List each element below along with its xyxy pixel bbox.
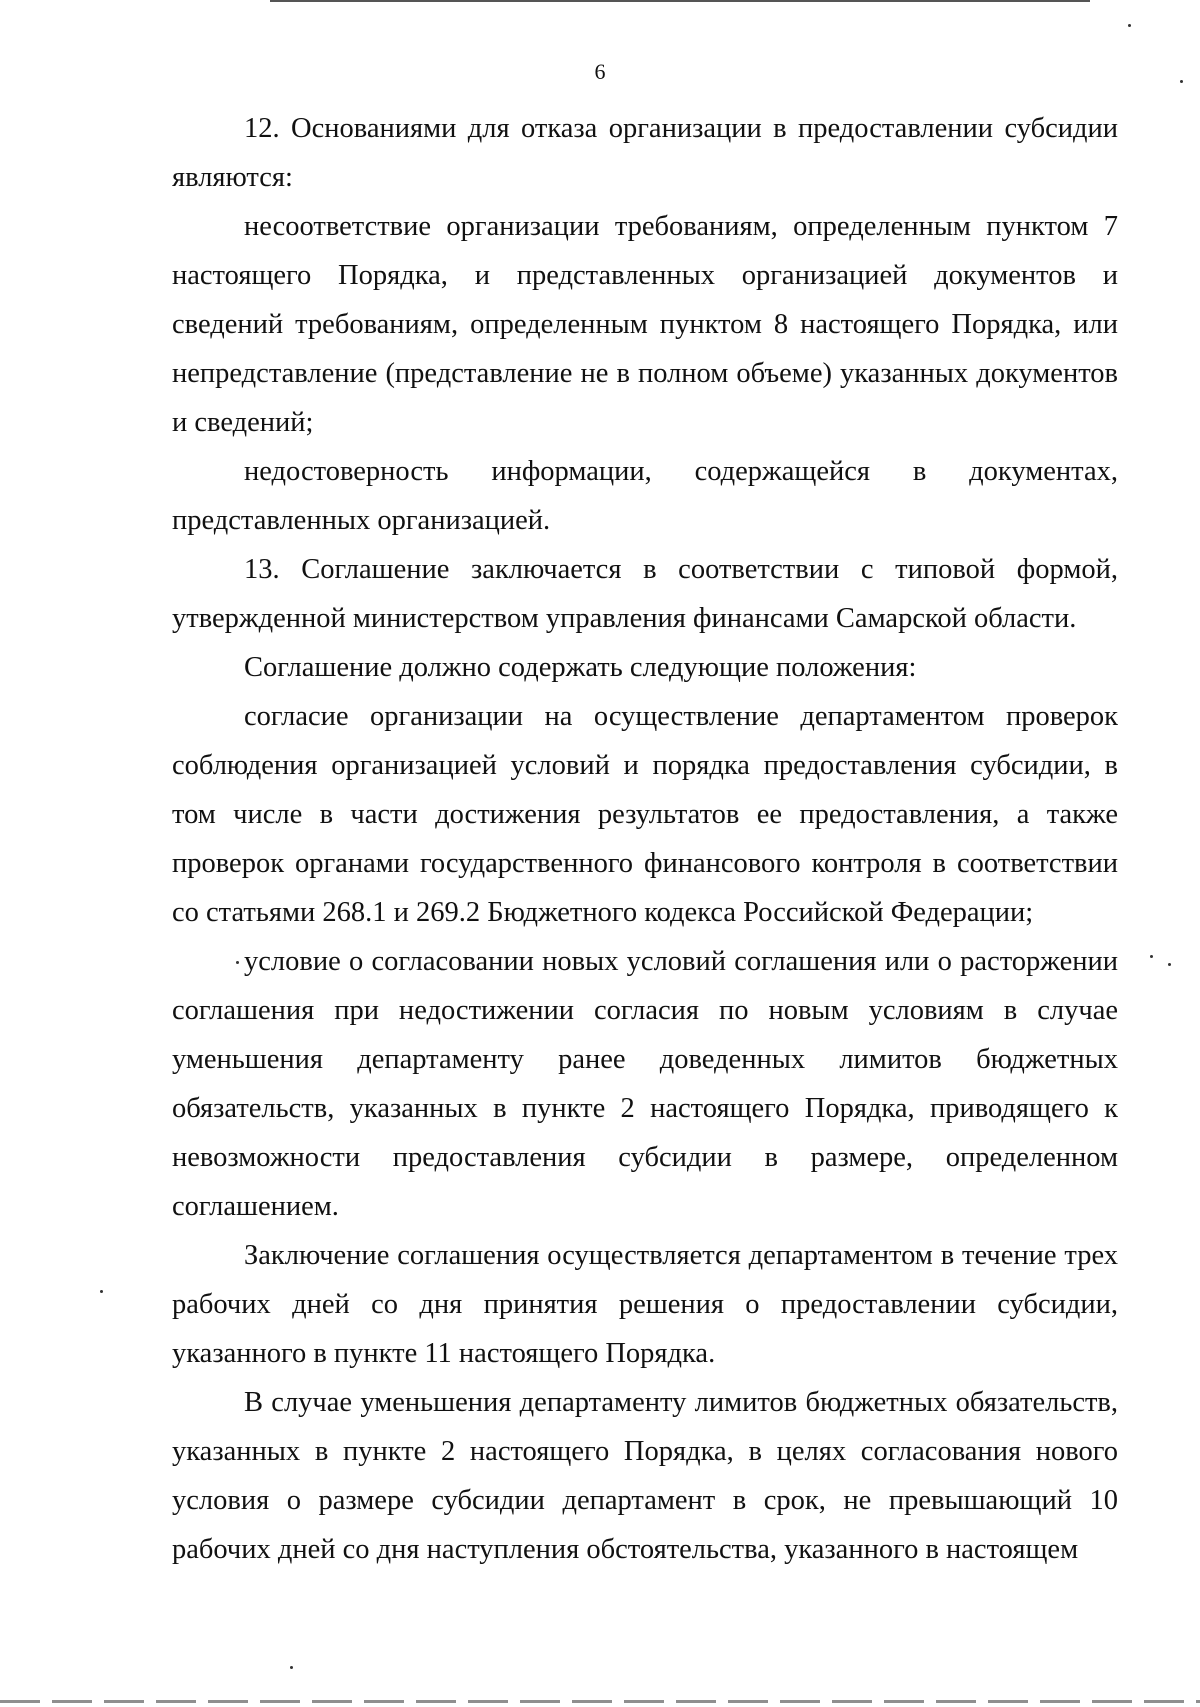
paragraph-13-agreement: 13. Соглашение заключается в соответствии с типовой формой, утвержденной министерством управления финансами Самарской области. (172, 554, 1118, 634)
scan-speck (1150, 955, 1153, 958)
paragraph-limits-reduction: В случае уменьшения департаменту лимитов бюджетных обязательств, указанных в пункте 2 настоящего Порядка, в целях согласования нового условия о размере субсидии департамент в срок, не превышающий 10 рабочих дней со дня наступления обстоятельства, указанного в настоящем (172, 1387, 1118, 1565)
scan-speck (1128, 24, 1131, 27)
scan-speck (290, 1666, 293, 1669)
scan-speck (236, 961, 239, 964)
paragraph-12-grounds: 12. Основаниями для отказа организации в предоставлении субсидии являются: (172, 113, 1118, 193)
scan-speck (1168, 963, 1171, 966)
paragraph-agreement-term: Заключение соглашения осуществляется департаментом в течение трех рабочих дней со дня принятия решения о предоставлении субсидии, указанного в пункте 11 настоящего Порядка. (172, 1240, 1118, 1369)
page-number: 6 (594, 59, 606, 84)
paragraph-new-conditions: условие о согласовании новых условий соглашения или о расторжении соглашения при недостижении согласия по новым условиям в случае уменьшения департаменту ранее доведенных лимитов бюджетных обязательств, указанных в пункте 2 настоящего Порядка, приводящего к невозможности предоставления субсидии в размере, определенном соглашением. (172, 946, 1118, 1222)
paragraph-consent-inspections: согласие организации на осуществление департаментом проверок соблюдения организацией условий и порядка предоставления субсидии, в том числе в части достижения результатов ее предоставления, а также проверок органами государственного финансового контроля в соответствии со статьями 268.1 и 269.2 Бюджетного кодекса Российской Федерации; (172, 701, 1118, 928)
scan-top-edge (270, 0, 1090, 2)
scan-speck (100, 1290, 103, 1293)
scan-speck (1180, 80, 1183, 83)
scan-bottom-edge (0, 1700, 1200, 1703)
paragraph-unreliable-info: недостоверность информации, содержащейся в документах, представленных организацией. (172, 456, 1118, 536)
paragraph-agreement-provisions: Соглашение должно содержать следующие положения: (244, 652, 917, 683)
paragraph-noncompliance: несоответствие организации требованиям, определенным пунктом 7 настоящего Порядка, и представленных организацией документов и сведений требованиям, определенным пунктом 8 настоящего Порядка, или непредставление (представление не в полном объеме) указанных документов и сведений; (172, 211, 1118, 438)
document-body (172, 104, 1118, 1574)
